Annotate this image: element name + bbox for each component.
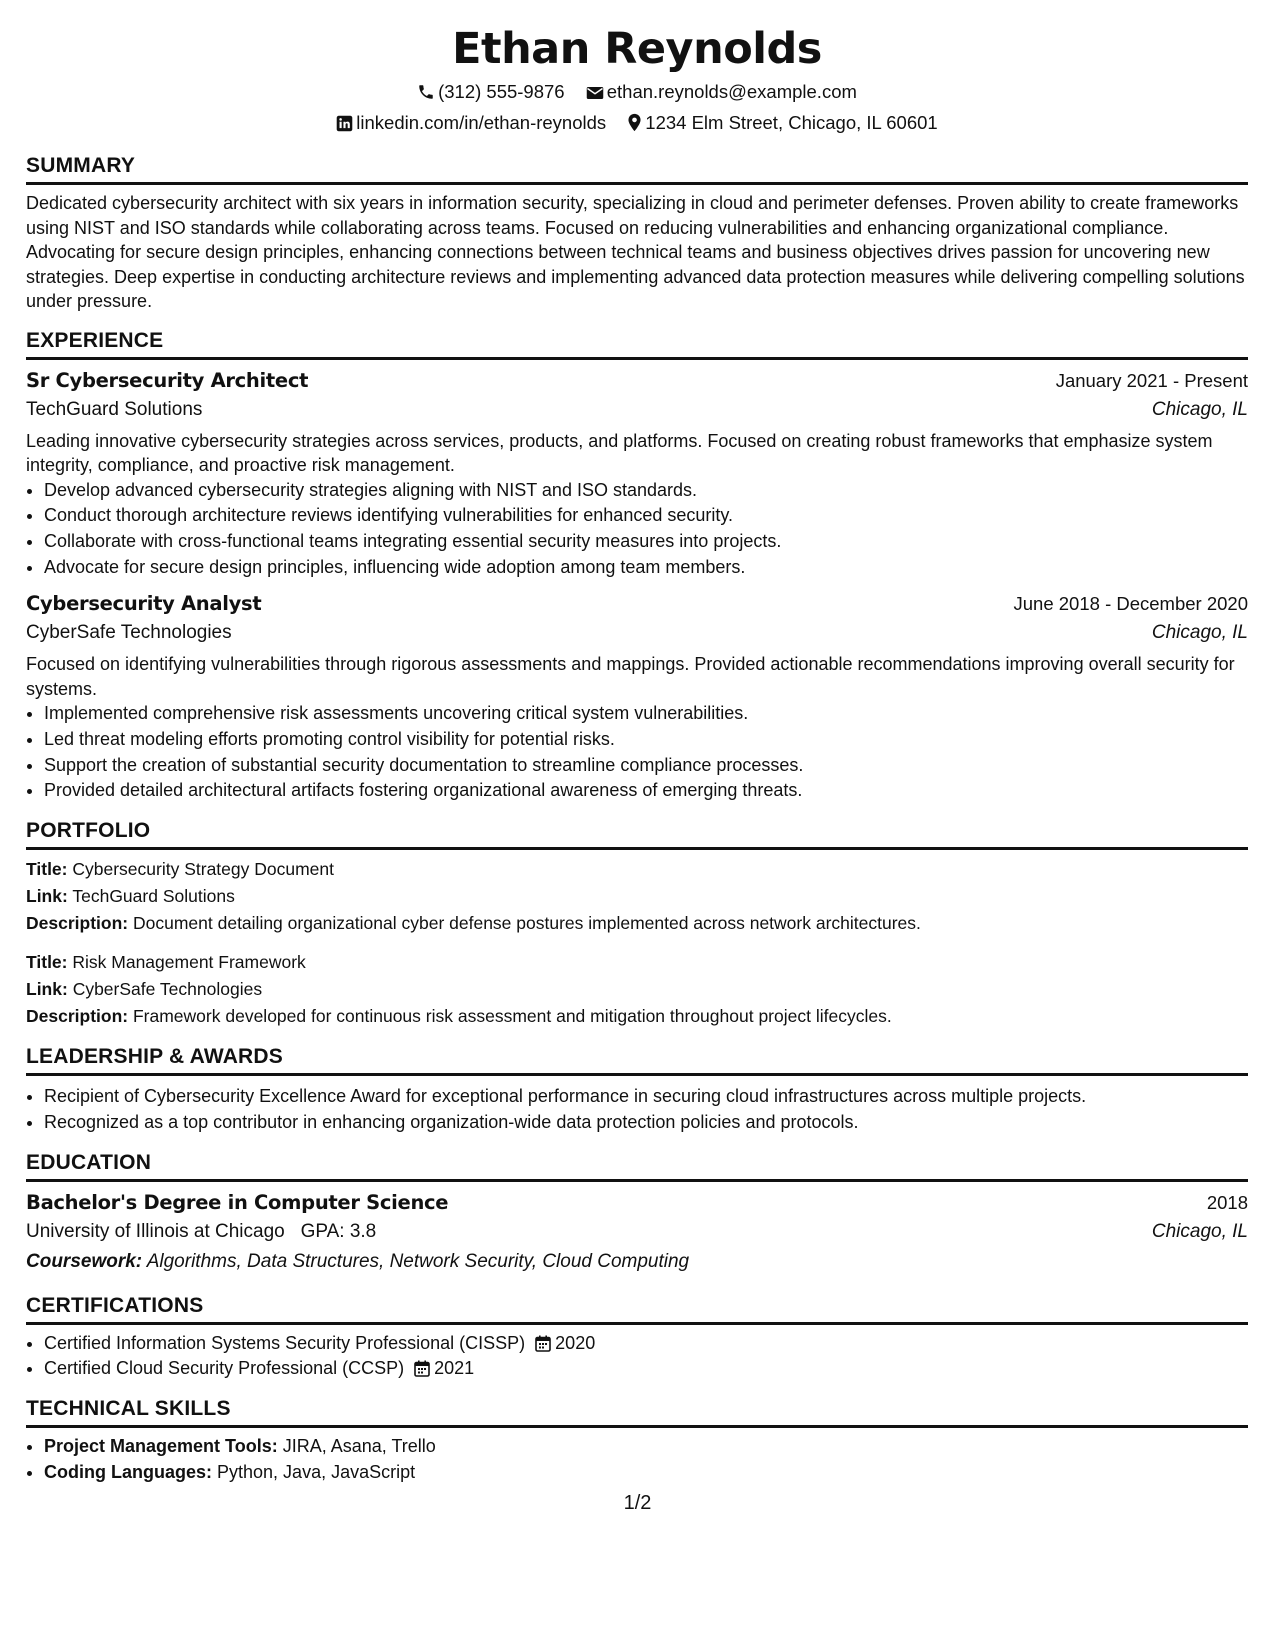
linkedin-text: linkedin.com/in/ethan-reynolds [356, 112, 607, 133]
certification-year: 2021 [434, 1358, 475, 1379]
awards-section [26, 1044, 1248, 1135]
list-item: • Provided detailed architectural artifacts fostering organizational awareness of emerging threats. [44, 778, 1248, 804]
coursework-line [26, 1247, 1248, 1276]
list-item: • Recognized as a top contributor in enhancing organization-wide data protection policies and protocols. [44, 1110, 1248, 1136]
job-date: January 2021 - Present [1055, 369, 1248, 391]
page-number: 1/2 [623, 1492, 652, 1514]
education-section [26, 1150, 1248, 1276]
address-text: 1234 Elm Street, Chicago, IL 60601 [645, 112, 938, 133]
address-contact [627, 107, 937, 138]
job-entry [26, 366, 1248, 581]
linkedin-contact[interactable] [336, 107, 606, 138]
resume-page [26, 0, 1248, 1485]
list-item: • Implemented comprehensive risk assessments uncovering critical system vulnerabilities. [44, 701, 1248, 727]
linkedin-icon [336, 115, 353, 132]
section-title: TECHNICAL SKILLS [26, 1396, 1248, 1428]
degree: Bachelor's Degree in Computer Science [26, 1190, 449, 1214]
coursework-label: Coursework: [26, 1250, 143, 1272]
section-title: PORTFOLIO [26, 818, 1248, 850]
list-item: • Advocate for secure design principles, influencing wide adoption among team members. [44, 555, 1248, 581]
portfolio-description: Document detailing organizational cyber defense postures implemented across network architectures. [132, 913, 921, 934]
skills-section [26, 1396, 1248, 1485]
job-bullets [26, 478, 1248, 581]
school-name: University of Illinois at Chicago [26, 1220, 285, 1242]
skill-value: Python, Java, JavaScript [217, 1461, 416, 1482]
list-item [44, 1460, 1248, 1486]
portfolio-item [26, 949, 1248, 1030]
list-item: • Support the creation of substantial security documentation to streamline compliance processes. [44, 753, 1248, 779]
contact-line-1 [26, 76, 1248, 107]
section-title: SUMMARY [26, 153, 1248, 185]
job-location: Chicago, IL [1151, 622, 1248, 644]
list-item [44, 1356, 1248, 1382]
map-pin-icon [627, 113, 642, 132]
portfolio-title: Risk Management Framework [72, 952, 306, 973]
contact-line-2 [26, 107, 1248, 138]
envelope-icon [586, 85, 604, 101]
phone-text: (312) 555-9876 [438, 81, 565, 102]
list-item [44, 1434, 1248, 1460]
list-item: • Conduct thorough architecture reviews identifying vulnerabilities for enhanced security. [44, 503, 1248, 529]
portfolio-title: Cybersecurity Strategy Document [72, 859, 335, 880]
job-bullets [26, 701, 1248, 804]
list-item: • Led threat modeling efforts promoting control visibility for potential risks. [44, 727, 1248, 753]
field-label: Link: [26, 979, 68, 1000]
field-label: Link: [26, 886, 68, 907]
job-location: Chicago, IL [1151, 398, 1248, 420]
job-date: June 2018 - December 2020 [1013, 593, 1248, 615]
field-label: Title: [26, 859, 68, 880]
certifications-list [26, 1331, 1248, 1382]
calendar-icon [414, 1360, 430, 1377]
summary-text: Dedicated cybersecurity architect with six years in information security, specializing in cloud and perimeter defenses. Proven ability to create frameworks using NIST and ISO standards while collaborating across teams. Focused on reducing vulnerabilities and enhancing organizational compliance. Advocating for secure design principles, enhancing connections between technical teams and business objectives drives passion for uncovering new strategies. Deep expertise in conducting architecture reviews and implementing advanced data protection measures while delivering compelling solutions under pressure. [26, 193, 1245, 311]
graduation-year: 2018 [1206, 1191, 1248, 1213]
job-entry [26, 589, 1248, 804]
gpa: GPA: 3.8 [300, 1220, 377, 1242]
phone-contact [417, 76, 565, 107]
calendar-icon [535, 1335, 551, 1352]
job-company: TechGuard Solutions [26, 398, 203, 420]
school-location: Chicago, IL [1151, 1220, 1248, 1242]
awards-list [26, 1084, 1248, 1135]
field-label: Description: [26, 913, 129, 934]
list-item: • Develop advanced cybersecurity strategies aligning with NIST and ISO standards. [44, 478, 1248, 504]
experience-section [26, 328, 1248, 805]
certifications-section [26, 1293, 1248, 1382]
section-title: LEADERSHIP & AWARDS [26, 1044, 1248, 1076]
list-item: • Recipient of Cybersecurity Excellence Award for exceptional performance in securing cloud infrastructures across multiple projects. [44, 1084, 1248, 1110]
section-title: EXPERIENCE [26, 328, 1248, 360]
field-label: Title: [26, 952, 68, 973]
portfolio-link[interactable]: CyberSafe Technologies [72, 979, 263, 1000]
section-title: CERTIFICATIONS [26, 1293, 1248, 1325]
portfolio-link[interactable]: TechGuard Solutions [72, 886, 235, 907]
email-text: ethan.reynolds@example.com [606, 81, 857, 102]
field-label: Description: [26, 1006, 129, 1027]
candidate-name: Ethan Reynolds [452, 24, 822, 74]
coursework-text: Algorithms, Data Structures, Network Security, Cloud Computing [146, 1250, 690, 1272]
skill-label: Coding Languages: [44, 1461, 212, 1482]
certification-name: Certified Information Systems Security Professional (CISSP) [44, 1332, 526, 1353]
phone-icon [417, 83, 435, 101]
certification-name: Certified Cloud Security Professional (CCSP) [44, 1358, 405, 1379]
portfolio-section [26, 818, 1248, 1030]
section-title: EDUCATION [26, 1150, 1248, 1182]
portfolio-item [26, 856, 1248, 937]
summary-section [26, 153, 1248, 314]
job-title: Sr Cybersecurity Architect [26, 368, 309, 392]
skill-label: Project Management Tools: [44, 1435, 278, 1456]
job-title: Cybersecurity Analyst [26, 592, 262, 616]
portfolio-description: Framework developed for continuous risk assessment and mitigation throughout project lifecycles. [132, 1006, 892, 1027]
job-company: CyberSafe Technologies [26, 622, 232, 644]
skills-list [26, 1434, 1248, 1485]
skill-value: JIRA, Asana, Trello [282, 1435, 436, 1456]
list-item: • Collaborate with cross-functional teams integrating essential security measures into projects. [44, 529, 1248, 555]
certification-year: 2020 [555, 1332, 596, 1353]
job-summary: Focused on identifying vulnerabilities through rigorous assessments and mappings. Provided actionable recommendations improving overall security for systems. [26, 654, 1235, 699]
job-summary: Leading innovative cybersecurity strategies across services, products, and platforms. Focused on creating robust frameworks that emphasize system integrity, compliance, and proactive risk management. [26, 430, 1213, 475]
email-contact[interactable] [586, 76, 857, 107]
list-item [44, 1331, 1248, 1357]
